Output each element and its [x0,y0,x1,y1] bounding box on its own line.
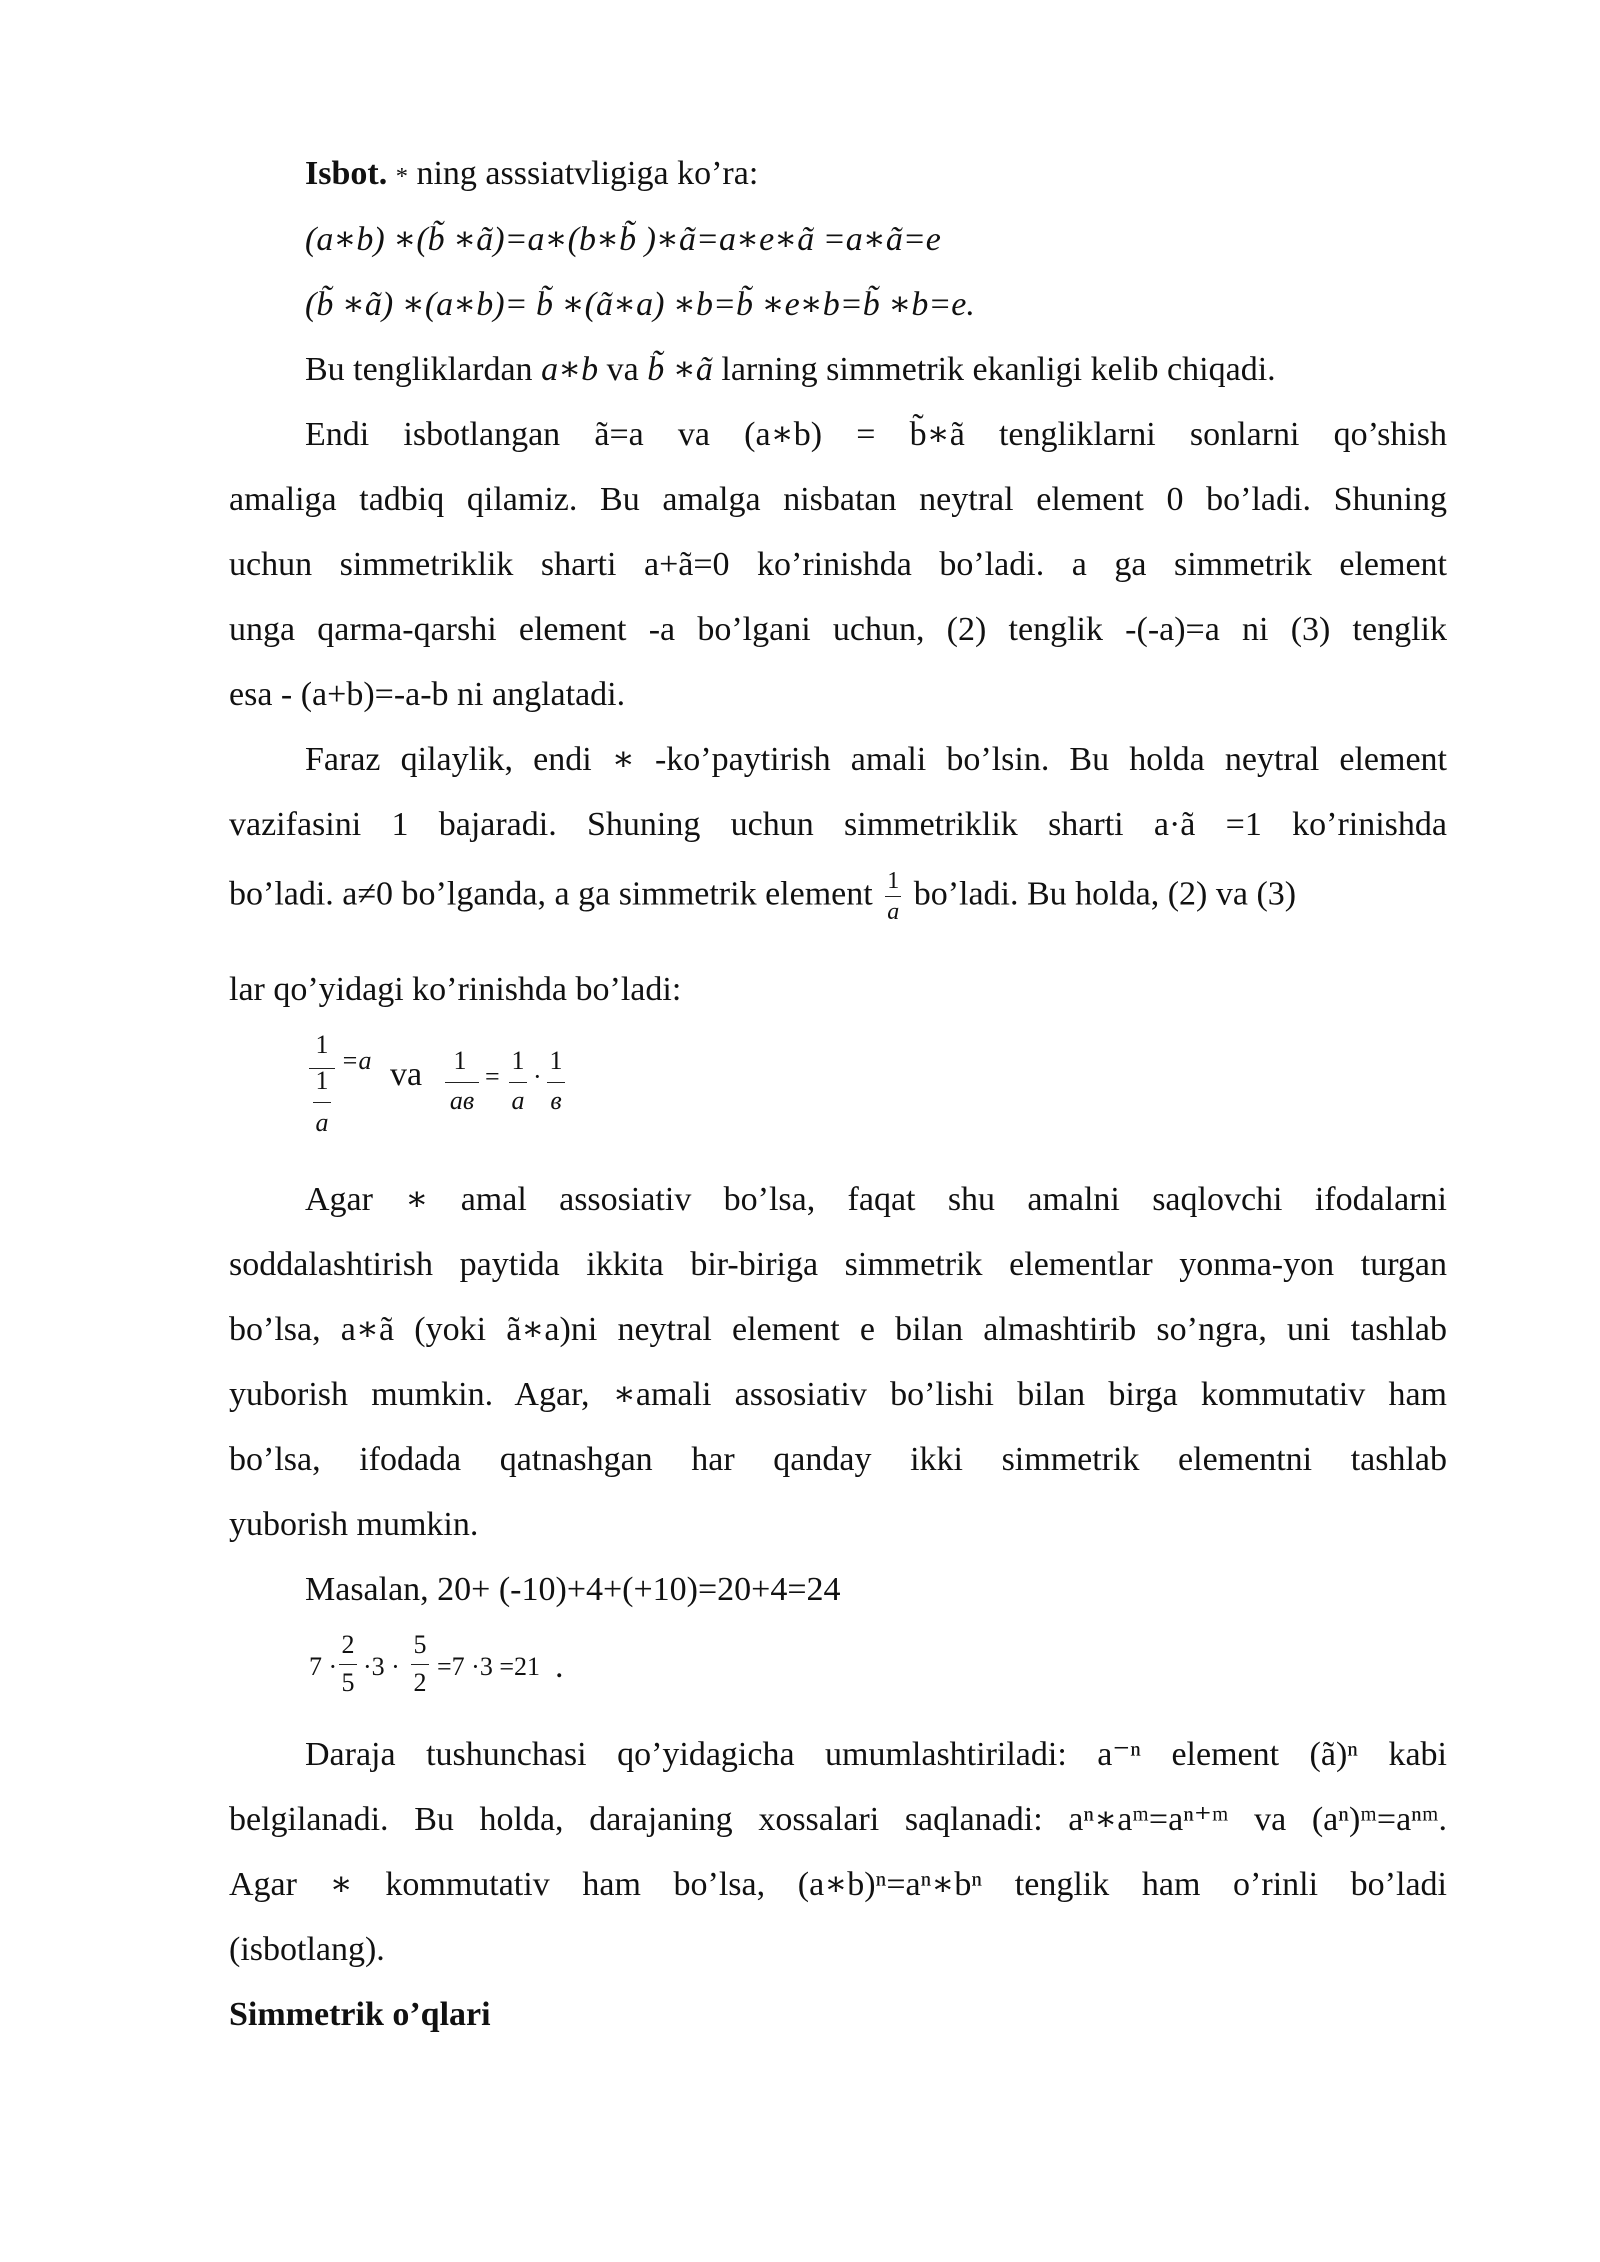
right-numerator-1: 1 [453,1046,467,1075]
paragraph-2-line-4: unga qarma-qarshi element -a bo’lgani uchun, (2) tenglik -(-a)=a ni (3) tenglik [229,611,1447,648]
inner-fraction-bar [313,1102,331,1103]
example-2-numerator-2: 5 [413,1630,427,1659]
proof-label: Isbot. [305,155,388,192]
paragraph-3-line-4: lar qo’yidagi ko’rinishda bo’ladi: [229,971,682,1008]
example-2-bar-2 [411,1664,429,1665]
paragraph-3-line-3-text-a: bo’ladi. a≠0 bo’lganda, a ga simmetrik element [229,875,882,913]
right-fraction-bar-1 [445,1082,479,1083]
paragraph-2-line-2: amaliga tadbiq qilamiz. Bu amalga nisbatan neytral element 0 bo’ladi. Shuning [229,481,1447,518]
right-numerator-3: 1 [549,1046,563,1075]
paragraph-2-line-5: esa - (a+b)=-a-b ni anglatadi. [229,676,626,713]
outer-numerator: 1 [315,1030,329,1059]
star-operator: * [395,163,408,190]
formula-line-2: (b̃ ∗ã) ∗(a∗b)= b̃ ∗(ã∗a) ∗b=b̃ ∗e∗b=b̃ ∗b=e. [305,286,975,323]
example-2-numerator-1: 2 [341,1630,355,1659]
inner-numerator: 1 [315,1066,329,1095]
inner-denominator: a [315,1108,329,1137]
formula-block [305,1030,625,1150]
paragraph-5-line-4: (isbotlang). [229,1931,385,1968]
paragraph-2-line-3: uchun simmetriklik sharti a+ã=0 ko’rinishda bo’ladi. a ga simmetrik element [229,546,1447,583]
conclusion-text-a: Bu tengliklardan [305,351,542,388]
example-2-part-a: 7 · [309,1652,338,1681]
paragraph-5-line-3: Agar ∗ kommutativ ham bo’lsa, (a∗b)ⁿ=aⁿ∗bⁿ tenglik ham o’rinli bo’ladi [229,1866,1447,1903]
paragraph-4-line-2: soddalashtirish paytida ikkita bir-biriga simmetrik elementlar yonma-yon turgan [229,1246,1447,1283]
right-fraction-bar-2 [509,1082,527,1083]
example-line-2 [305,1630,625,1710]
paragraph-5-line-1: Daraja tushunchasi qo’yidagicha umumlashtiriladi: a⁻ⁿ element (ã)ⁿ kabi [305,1736,1447,1773]
proof-intro-text: ning asssiatvligiga ko’ra: [407,155,759,192]
right-denominator-3: в [550,1086,562,1115]
paragraph-3-line-3 [229,866,1447,927]
paragraph-3-line-3-text-b: bo’ladi. Bu holda, (2) va (3) [905,875,1297,913]
conclusion-expr-2: b̃ ∗ã [647,351,713,388]
paragraph-3-line-2: vazifasini 1 bajaradi. Shuning uchun simmetriklik sharti a·ã =1 ko’rinishda [229,806,1447,843]
fraction-denominator: a [887,899,900,925]
conclusion-text-c: larning simmetrik ekanligi kelib chiqadi. [712,351,1276,388]
conclusion-line [305,348,1447,392]
paragraph-3-line-1: Faraz qilaylik, endi ∗ -ko’paytirish amali bo’lsin. Bu holda neytral element [305,741,1447,778]
paragraph-4-line-6: yuborish mumkin. [229,1506,479,1543]
right-denominator-1: aв [449,1086,475,1115]
paragraph-2-line-1: Endi isbotlangan ã=a va (a∗b) = b̃∗ã tengliklarni sonlarni qo’shish [305,416,1447,453]
paragraph-5-line-2: belgilanadi. Bu holda, darajaning xossalari saqlanadi: aⁿ∗aᵐ=aⁿ⁺ᵐ va (aⁿ)ᵐ=aⁿᵐ. [229,1801,1447,1838]
example-2-period: . [555,1648,564,1685]
example-2-part-b: ·3 · [363,1652,400,1681]
equals-a: =a [341,1046,372,1075]
paragraph-4-line-4: yuborish mumkin. Agar, ∗amali assosiativ bo’lishi bilan birga kommutativ ham [229,1376,1447,1413]
fraction-one-over-a [885,866,901,927]
example-2-denominator-2: 2 [413,1668,427,1697]
right-fraction-bar-3 [547,1082,565,1083]
multiply-dot: · [533,1062,542,1091]
section-heading: Simmetrik o’qlari [229,1996,491,2033]
paragraph-4-line-1: Agar ∗ amal assosiativ bo’lsa, faqat shu amalni saqlovchi ifodalarni [305,1181,1447,1218]
example-line-1: Masalan, 20+ (-10)+4+(+10)=20+4=24 [305,1571,841,1608]
fraction-numerator: 1 [885,866,901,897]
conclusion-expr-1: a∗b [541,351,599,388]
formula-line-1: (a∗b) ∗(b̃ ∗ã)=a∗(b∗b̃ )∗ã=a∗e∗ã =a∗ã=e [305,221,941,258]
example-2-denominator-1: 5 [341,1668,355,1697]
conclusion-text-b: va [598,351,648,388]
proof-intro-line [305,152,1447,199]
paragraph-4-line-3: bo’lsa, a∗ã (yoki ã∗a)ni neytral element e bilan almashtirib so’ngra, uni tashlab [229,1311,1447,1348]
equals-sign: = [485,1062,500,1091]
va-word: va [390,1056,423,1093]
example-2-bar-1 [339,1664,357,1665]
example-2-part-c: =7 ·3 =21 [437,1652,540,1681]
right-numerator-2: 1 [511,1046,525,1075]
right-denominator-2: a [511,1086,525,1115]
paragraph-4-line-5: bo’lsa, ifodada qatnashgan har qanday ikki simmetrik elementni tashlab [229,1441,1447,1478]
